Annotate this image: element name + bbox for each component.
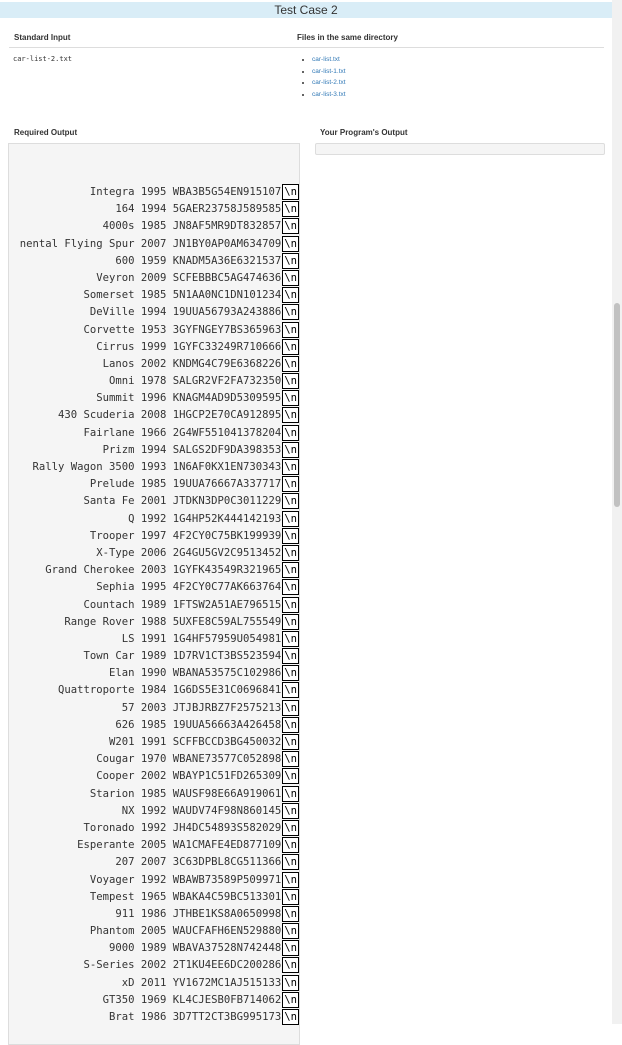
newline-marker: \n bbox=[284, 787, 297, 800]
output-line bbox=[20, 339, 299, 356]
newline-marker: \n bbox=[284, 271, 297, 284]
output-line-text: xD 2011 YV1672MC1AJ515133 bbox=[121, 976, 282, 989]
output-line-text: 164 1994 5GAER23758J589585 bbox=[115, 203, 282, 216]
newline-marker: \n bbox=[284, 581, 297, 594]
newline-marker: \n bbox=[284, 237, 297, 250]
newline-marker: \n bbox=[284, 770, 297, 783]
output-line-text: LS 1991 1G4HF57959U054981 bbox=[121, 632, 282, 645]
output-line bbox=[20, 218, 299, 235]
output-line-text: 911 1986 JTHBE1KS8A0650998 bbox=[115, 907, 282, 920]
output-line-text: Summit 1996 KNAGM4AD9D5309595 bbox=[96, 392, 282, 405]
output-line bbox=[20, 528, 299, 545]
output-line bbox=[20, 511, 299, 528]
output-line bbox=[20, 854, 299, 871]
required-output-box[interactable] bbox=[8, 143, 300, 1045]
standard-input-value: car-list-2.txt bbox=[13, 55, 73, 63]
newline-marker: \n bbox=[284, 632, 297, 645]
newline-marker: \n bbox=[284, 306, 297, 319]
newline-marker: \n bbox=[284, 753, 297, 766]
output-line bbox=[20, 820, 299, 837]
files-list bbox=[303, 54, 346, 100]
output-line-text: X-Type 2006 2G4GU5GV2C9513452 bbox=[96, 546, 282, 559]
newline-marker: \n bbox=[284, 1011, 297, 1023]
output-line-text: 430 Scuderia 2008 1HGCP2E70CA912895 bbox=[58, 409, 282, 422]
file-link[interactable]: car-list-3.txt bbox=[312, 90, 346, 98]
output-line bbox=[20, 287, 299, 304]
output-line-text: 4000s 1985 JN8AF5MR9DT832857 bbox=[102, 220, 282, 233]
output-line bbox=[20, 442, 299, 459]
output-line-text: Elan 1990 WBANA53575C102986 bbox=[109, 667, 282, 680]
output-line bbox=[20, 545, 299, 562]
newline-marker: \n bbox=[284, 993, 297, 1006]
newline-marker: \n bbox=[284, 650, 297, 663]
newline-marker: \n bbox=[284, 873, 297, 886]
newline-marker: \n bbox=[284, 357, 297, 370]
output-line-text: Esperante 2005 WA1CMAFE4ED877109 bbox=[77, 839, 282, 852]
newline-marker: \n bbox=[284, 323, 297, 336]
output-line bbox=[20, 923, 299, 940]
section-divider bbox=[9, 47, 604, 48]
standard-input-label: Standard Input bbox=[14, 33, 71, 42]
output-line bbox=[20, 597, 299, 614]
output-line-text: Voyager 1992 WBAWB73589P509971 bbox=[89, 873, 282, 886]
newline-marker: \n bbox=[284, 203, 297, 216]
output-line-text: W201 1991 SCFFBCCD3BG450032 bbox=[109, 736, 282, 748]
output-line bbox=[20, 940, 299, 957]
output-line-text: Veyron 2009 SCFEBBBC5AG474636 bbox=[96, 271, 282, 284]
newline-marker: \n bbox=[284, 839, 297, 852]
output-line bbox=[20, 425, 299, 442]
newline-marker: \n bbox=[284, 615, 297, 628]
output-line bbox=[20, 751, 299, 768]
output-line-text: Q 1992 1G4HP52K444142193 bbox=[128, 512, 282, 525]
file-link[interactable]: car-list-2.txt bbox=[312, 79, 346, 86]
output-line bbox=[20, 562, 299, 579]
file-item bbox=[312, 54, 346, 66]
output-line-text: DeVille 1994 19UUA56793A243886 bbox=[89, 306, 282, 319]
output-line bbox=[20, 803, 299, 820]
output-line bbox=[20, 201, 299, 218]
newline-marker: \n bbox=[284, 375, 297, 388]
output-line-text: S-Series 2002 2T1KU4EE6DC200286 bbox=[83, 959, 282, 972]
newline-marker: \n bbox=[284, 667, 297, 680]
newline-marker: \n bbox=[284, 478, 297, 491]
newline-marker: \n bbox=[284, 289, 297, 302]
output-line bbox=[20, 356, 299, 373]
newline-marker: \n bbox=[284, 495, 297, 508]
output-line-text: Cougar 1970 WBANE73577C052898 bbox=[96, 753, 282, 766]
required-output-lines bbox=[20, 184, 299, 1026]
output-line-text: Brat 1986 3D7TT2CT3BG995173 bbox=[109, 1011, 282, 1023]
newline-marker: \n bbox=[284, 443, 297, 456]
output-line bbox=[20, 682, 299, 699]
output-line bbox=[20, 957, 299, 974]
newline-marker: \n bbox=[284, 546, 297, 559]
your-output-label: Your Program's Output bbox=[320, 128, 408, 137]
output-line bbox=[20, 184, 299, 201]
output-line bbox=[20, 906, 299, 923]
newline-marker: \n bbox=[284, 461, 297, 473]
output-line-text: 9000 1989 WBAVA37528N742448 bbox=[109, 942, 282, 955]
output-line-text: 207 2007 3C63DPBL8CG511366 bbox=[115, 856, 282, 869]
newline-marker: \n bbox=[284, 529, 297, 542]
output-line bbox=[20, 407, 299, 424]
page-scrollbar[interactable] bbox=[612, 0, 622, 1024]
output-line bbox=[20, 270, 299, 287]
output-line-text: Santa Fe 2001 JTDKN3DP0C3011229 bbox=[83, 495, 282, 508]
required-output-label: Required Output bbox=[14, 128, 78, 137]
newline-marker: \n bbox=[284, 254, 297, 267]
output-line-text: Town Car 1989 1D7RV1CT3BS523594 bbox=[83, 650, 282, 663]
output-line bbox=[20, 992, 299, 1009]
output-line bbox=[20, 631, 299, 648]
output-line bbox=[20, 579, 299, 596]
newline-marker: \n bbox=[284, 856, 297, 869]
output-line-text: Omni 1978 SALGR2VF2FA732350 bbox=[109, 375, 282, 388]
newline-marker: \n bbox=[284, 942, 297, 955]
newline-marker: \n bbox=[284, 718, 297, 731]
output-line bbox=[20, 476, 299, 493]
file-item bbox=[312, 66, 346, 78]
output-line bbox=[20, 700, 299, 717]
file-item bbox=[312, 77, 346, 89]
output-line bbox=[20, 459, 299, 476]
output-line-text: Integra 1995 WBA3B5G54EN915107 bbox=[89, 186, 282, 198]
output-line bbox=[20, 837, 299, 854]
output-line bbox=[20, 872, 299, 889]
file-link[interactable]: car-list.txt bbox=[312, 56, 340, 63]
output-line-text: Lanos 2002 KNDMG4C79E6368226 bbox=[102, 357, 282, 370]
output-line-text: Trooper 1997 4F2CY0C75BK199939 bbox=[89, 529, 282, 542]
output-line bbox=[20, 786, 299, 803]
newline-marker: \n bbox=[284, 890, 297, 903]
newline-marker: \n bbox=[284, 925, 297, 938]
output-line-text: Rally Wagon 3500 1993 1N6AF0KX1EN730343 bbox=[32, 461, 282, 473]
output-line-text: Fairlane 1966 2G4WF551041378204 bbox=[83, 426, 282, 439]
output-line-text: nental Flying Spur 2007 JN1BY0AP0AM634709 bbox=[19, 237, 282, 250]
output-line-text: Prizm 1994 SALGS2DF9DA398353 bbox=[102, 443, 282, 456]
output-line-text: Range Rover 1988 5UXFE8C59AL755549 bbox=[64, 615, 282, 628]
output-line-text: Corvette 1953 3GYFNGEY7BS365963 bbox=[83, 323, 282, 336]
output-line bbox=[20, 390, 299, 407]
newline-marker: \n bbox=[284, 959, 297, 972]
newline-marker: \n bbox=[284, 512, 297, 525]
output-line bbox=[20, 322, 299, 339]
output-line-text: Prelude 1985 19UUA76667A337717 bbox=[89, 478, 282, 491]
output-line-text: Cooper 2002 WBAYP1C51FD265309 bbox=[96, 770, 282, 783]
newline-marker: \n bbox=[284, 701, 297, 714]
output-line-text: Toronado 1992 JH4DC54893S582029 bbox=[83, 821, 282, 834]
output-line-text: Tempest 1965 WBAKA4C59BC513301 bbox=[89, 890, 282, 903]
output-line-text: 626 1985 19UUA56663A426458 bbox=[115, 718, 282, 731]
output-line-text: 57 2003 JTJBJRBZ7F2575213 bbox=[121, 701, 282, 714]
newline-marker: \n bbox=[284, 392, 297, 405]
output-line bbox=[20, 253, 299, 270]
output-line bbox=[20, 975, 299, 992]
output-line-text: Sephia 1995 4F2CY0C77AK663764 bbox=[96, 581, 282, 594]
files-label: Files in the same directory bbox=[297, 33, 398, 42]
output-line bbox=[20, 889, 299, 906]
newline-marker: \n bbox=[284, 186, 297, 198]
output-line-text: NX 1992 WAUDV74F98N860145 bbox=[121, 804, 282, 817]
newline-marker: \n bbox=[284, 736, 297, 748]
output-line bbox=[20, 373, 299, 390]
output-line-text: Quattroporte 1984 1G6DS5E31C0696841 bbox=[58, 684, 282, 697]
output-line bbox=[20, 665, 299, 682]
output-line-text: Countach 1989 1FTSW2A51AE796515 bbox=[83, 598, 282, 611]
output-line bbox=[20, 236, 299, 253]
newline-marker: \n bbox=[284, 598, 297, 611]
output-line bbox=[20, 734, 299, 751]
file-link[interactable]: car-list-1.txt bbox=[312, 67, 346, 75]
output-line-text: Somerset 1985 5N1AA0NC1DN101234 bbox=[83, 289, 282, 302]
output-line-text: Grand Cherokee 2003 1GYFK43549R321965 bbox=[45, 564, 282, 577]
newline-marker: \n bbox=[284, 907, 297, 920]
output-line-text: GT350 1969 KL4CJESB0FB714062 bbox=[102, 993, 282, 1006]
scrollbar-thumb[interactable] bbox=[614, 303, 620, 507]
newline-marker: \n bbox=[284, 564, 297, 577]
newline-marker: \n bbox=[284, 340, 297, 353]
newline-marker: \n bbox=[284, 821, 297, 834]
output-line bbox=[20, 717, 299, 734]
newline-marker: \n bbox=[284, 684, 297, 697]
output-line-text: Starion 1985 WAUSF98E66A919061 bbox=[89, 787, 282, 800]
your-output-box[interactable] bbox=[315, 143, 605, 155]
newline-marker: \n bbox=[284, 409, 297, 422]
file-item bbox=[312, 89, 346, 101]
output-line-text: 600 1959 KNADM5A36E6321537 bbox=[115, 254, 282, 267]
output-line bbox=[20, 768, 299, 785]
output-line-text: Cirrus 1999 1GYFC33249R710666 bbox=[96, 340, 282, 353]
output-line bbox=[20, 493, 299, 510]
output-line-text: Phantom 2005 WAUCFAFH6EN529880 bbox=[89, 925, 282, 938]
newline-marker: \n bbox=[284, 220, 297, 233]
output-line bbox=[20, 648, 299, 665]
test-case-header: Test Case 2 bbox=[0, 2, 612, 18]
newline-marker: \n bbox=[284, 976, 297, 989]
newline-marker: \n bbox=[284, 804, 297, 817]
newline-marker: \n bbox=[284, 426, 297, 439]
output-line bbox=[20, 304, 299, 321]
output-line bbox=[20, 614, 299, 631]
